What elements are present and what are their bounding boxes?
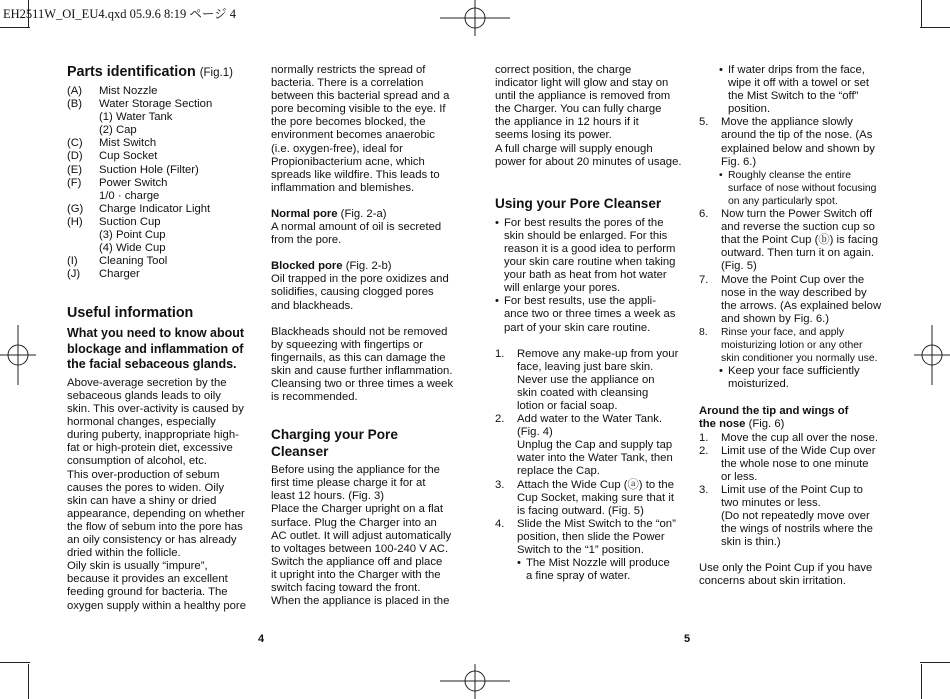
parts-item xyxy=(67,216,257,229)
step-6 xyxy=(699,208,889,273)
crop-mark xyxy=(920,662,950,663)
text-line: skin coated with cleansing xyxy=(517,386,649,399)
text-line: (i.e. oxygen-free), ideal for xyxy=(271,142,403,155)
text-line: skin is thin.) xyxy=(721,536,781,549)
text-line: Blackheads should not be removed xyxy=(271,325,448,338)
parts-label: Water Storage Section xyxy=(99,98,213,111)
text-line: AC outlet. It will adjust automatically xyxy=(271,529,452,542)
text-line: spreads like wildfire. This leads to xyxy=(271,168,440,181)
charging-paragraph xyxy=(271,464,461,608)
item-number: 3. xyxy=(699,483,709,496)
parts-key: (D) xyxy=(67,150,83,163)
text-line: causes the pores to widen. Oily xyxy=(67,481,224,494)
charging-continued xyxy=(495,64,685,169)
parts-label: Suction Cup xyxy=(99,215,161,228)
text-line: wipe it off with a towel or set xyxy=(728,77,870,90)
water-drip-bullet xyxy=(699,64,889,116)
parts-label: Mist Switch xyxy=(99,137,157,150)
text-line: an oily consistency or has already xyxy=(67,534,237,547)
parts-label: Cup Socket xyxy=(99,150,158,163)
text-line: skin conditioner you normally use. xyxy=(721,353,878,365)
step-7 xyxy=(699,274,889,326)
bullet-icon: • xyxy=(495,216,499,229)
parts-item xyxy=(67,242,257,255)
text-line: Cup Socket, making sure that it xyxy=(517,491,674,504)
text-line: skin. This over-activity is caused by xyxy=(67,403,244,416)
text-line: because it provides an excellent xyxy=(67,573,228,586)
text-line: the facial sebaceous glands. xyxy=(67,357,237,372)
text-line: For best results the pores of the xyxy=(504,216,664,229)
text-line: Cleanser xyxy=(271,444,329,460)
text-line: around the tip of the nose. (As xyxy=(721,129,873,142)
text-line: Place the Charger upright on a flat xyxy=(271,503,444,516)
parts-item xyxy=(67,190,257,203)
text-line: nose in the way described by xyxy=(721,286,867,299)
column-4 xyxy=(699,64,889,589)
text-line: What you need to know about xyxy=(67,326,245,341)
step-5 xyxy=(699,116,889,168)
text-line: solidifies, causing clogged pores xyxy=(271,286,434,299)
bullet-body xyxy=(728,64,869,116)
text-line: that the Point Cup (ⓑ) is facing xyxy=(721,234,878,247)
text-line: bacteria. There is a correlation xyxy=(271,77,424,90)
text-line: Move the Point Cup over the xyxy=(721,273,865,286)
crop-mark xyxy=(0,27,30,28)
bullet-item xyxy=(719,64,889,116)
parts-key xyxy=(67,229,99,242)
text-line: Above-average secretion by the xyxy=(67,376,227,389)
numbered-item xyxy=(699,445,889,484)
crop-mark xyxy=(920,27,950,28)
around-nose-heading: Around the tip and wings of the nose (Fig. 6) xyxy=(699,405,849,431)
text-line: to voltages between 100-240 V AC. xyxy=(271,542,449,555)
parts-heading: Parts identification (Fig.1) xyxy=(67,64,233,80)
text-line: Add water to the Water Tank. xyxy=(517,413,663,426)
text-line: Now turn the Power Switch off xyxy=(721,208,873,221)
step-8 xyxy=(699,326,889,365)
item-body xyxy=(721,208,878,273)
text-line: This over-production of sebum xyxy=(67,468,220,481)
item-number: 7. xyxy=(699,273,709,286)
parts-label: 1/0 · charge xyxy=(99,189,160,202)
text-line: Slide the Mist Switch to the “on” xyxy=(517,517,676,530)
text-line: When the appliance is placed in the xyxy=(271,595,450,608)
text-line: by squeezing with fingertips or xyxy=(271,338,423,351)
text-line: Switch the appliance off and place xyxy=(271,555,443,568)
text-line: Use only the Point Cup if you have xyxy=(699,562,873,575)
text-line: and blackheads. xyxy=(271,299,354,312)
text-line: Limit use of the Wide Cup over xyxy=(721,444,876,457)
text-line: correct position, the charge xyxy=(495,64,632,76)
bullet-icon: • xyxy=(719,169,723,181)
parts-label: (1) Water Tank xyxy=(99,111,173,124)
numbered-item xyxy=(699,116,889,168)
text-line: lotion or facial soap. xyxy=(517,399,618,412)
blocked-pore-text xyxy=(271,273,461,312)
step-8-bullet xyxy=(699,365,889,391)
text-line: Propionibacterium acne, which xyxy=(271,155,425,168)
numbered-item xyxy=(495,348,685,413)
text-line: skin should be enlarged. For this xyxy=(504,229,668,242)
text-line: indicator light will glow and stay on xyxy=(495,77,669,90)
blocked-pore-heading: Blocked pore (Fig. 2-b) xyxy=(271,260,392,273)
text-line: skin and cause further inflammation. xyxy=(271,364,453,377)
parts-label: Cleaning Tool xyxy=(99,255,168,268)
parts-list xyxy=(67,85,257,281)
text-line: ance two or three times a week as xyxy=(504,308,676,321)
text-line: (Fig. 5) xyxy=(721,260,757,273)
around-nose-steps xyxy=(699,432,889,550)
text-line: If water drips from the face, xyxy=(728,64,865,76)
numbered-item xyxy=(699,208,889,273)
text-line: between this bacterial spread and a xyxy=(271,90,450,103)
column-1 xyxy=(67,64,257,613)
parts-label: (4) Wide Cup xyxy=(99,242,166,255)
page-number-left: 4 xyxy=(258,633,265,645)
text-line: consumption of alcohol, etc. xyxy=(67,455,208,468)
text-line: surface. Plug the Charger into an xyxy=(271,516,437,529)
text-line: Move the cup all over the nose. xyxy=(721,431,878,444)
text-line: least 12 hours. (Fig. 3) xyxy=(271,490,385,503)
parts-label: (2) Cap xyxy=(99,124,137,137)
text-line: a fine spray of water. xyxy=(526,570,631,583)
step-4-bullet xyxy=(495,557,685,583)
text-line: Limit use of the Point Cup to xyxy=(721,483,863,496)
text-line: Rinse your face, and apply xyxy=(721,326,845,338)
text-line: explained below and shown by xyxy=(721,142,875,155)
item-number: 5. xyxy=(699,116,709,129)
text-line: it upright into the Charger with the xyxy=(271,568,441,581)
parts-item xyxy=(67,255,257,268)
text-line: Keep your face sufficiently xyxy=(728,365,860,378)
parts-item xyxy=(67,203,257,216)
parts-item xyxy=(67,124,257,137)
text-line: on any particularly spot. xyxy=(728,195,838,207)
bullet-body xyxy=(526,557,670,583)
text-line: fat or high-protein diet, excessive xyxy=(67,442,233,455)
bacteria-paragraph xyxy=(271,64,461,195)
parts-item xyxy=(67,98,257,111)
numbered-item xyxy=(495,479,685,518)
text-line: fingernails, as this can damage the xyxy=(271,351,446,364)
parts-item xyxy=(67,85,257,98)
bullet-item xyxy=(495,217,685,296)
text-line: reason it is a good idea to perform xyxy=(504,242,676,255)
numbered-item xyxy=(699,432,889,445)
parts-key: (F) xyxy=(67,176,82,189)
text-line: replace the Cap. xyxy=(517,465,600,478)
item-number: 6. xyxy=(699,208,709,221)
text-line: position. xyxy=(728,103,771,116)
text-line: the pore becomes blocked, the xyxy=(271,116,426,129)
text-line: power for about 20 minutes of usage. xyxy=(495,155,682,168)
text-line: moisturizing lotion or any other xyxy=(721,339,863,351)
text-line: Never use the appliance on xyxy=(517,373,655,386)
parts-label: (3) Point Cup xyxy=(99,229,166,242)
parts-key: (J) xyxy=(67,268,81,281)
registration-mark-right xyxy=(914,325,950,385)
item-body xyxy=(721,326,878,365)
text-line: pore becoming visible to the eye. If xyxy=(271,103,446,116)
bullet-item xyxy=(719,365,889,391)
item-body xyxy=(517,518,676,557)
numbered-item xyxy=(699,326,889,365)
text-line: concerns about skin irritation. xyxy=(699,575,846,588)
text-line: oxygen supply within a healthy pore xyxy=(67,599,246,612)
text-line: is facing outward. (Fig. 5) xyxy=(517,504,644,517)
text-line: position, then slide the Power xyxy=(517,530,665,543)
parts-key: (I) xyxy=(67,255,78,268)
item-body xyxy=(721,445,875,484)
text-line: the appliance in 12 hours if it xyxy=(495,116,639,129)
item-body xyxy=(517,348,678,413)
text-line: the arrows. (As explained below xyxy=(721,299,882,312)
text-line: skin can have a shiny or dried xyxy=(67,494,217,507)
bullet-body xyxy=(504,295,675,334)
text-line: Unplug the Cap and supply tap xyxy=(517,439,673,452)
text-line: first time please charge it for at xyxy=(271,477,426,490)
normal-pore-heading: Normal pore (Fig. 2-a) xyxy=(271,207,387,220)
parts-item xyxy=(67,137,257,150)
text-line: inflammation and blemishes. xyxy=(271,181,415,194)
bullet-icon: • xyxy=(495,295,499,308)
text-line: the flow of sebum into the pore has xyxy=(67,520,243,533)
blackheads-paragraph xyxy=(271,326,461,405)
text-line: A full charge will supply enough xyxy=(495,142,653,155)
text-line: Oil trapped in the pore oxidizes and xyxy=(271,273,449,286)
text-line: appearance, depending on whether xyxy=(67,507,245,520)
text-line: until the appliance is removed from xyxy=(495,90,671,103)
parts-item xyxy=(67,164,257,177)
using-heading: Using your Pore Cleanser xyxy=(495,195,662,211)
registration-mark-left xyxy=(0,325,36,385)
bullet-body xyxy=(504,217,675,296)
text-line: seems losing its power. xyxy=(495,129,612,142)
text-line: and shown by Fig. 6.) xyxy=(721,312,830,325)
parts-item xyxy=(67,111,257,124)
bullet-body xyxy=(728,365,860,391)
parts-key: (A) xyxy=(67,85,83,97)
text-line: surface of nose without focusing xyxy=(728,182,877,194)
text-line: Remove any make-up from your xyxy=(517,347,679,360)
text-line: Before using the appliance for the xyxy=(271,464,440,477)
text-line: or less. xyxy=(721,470,758,483)
column-3 xyxy=(495,64,685,583)
text-line: normally restricts the spread of xyxy=(271,64,426,76)
numbered-item xyxy=(495,518,685,557)
item-body xyxy=(517,413,673,478)
numbered-item xyxy=(699,484,889,549)
text-line: Attach the Wide Cup (ⓐ) to the xyxy=(517,478,674,491)
bullet-body xyxy=(728,169,876,208)
parts-key xyxy=(67,190,99,203)
text-line: from the pore. xyxy=(271,234,342,247)
parts-key: (E) xyxy=(67,163,83,176)
crop-mark xyxy=(921,0,922,27)
text-line: will enlarge your pores. xyxy=(504,282,621,295)
text-line: face, leaving just bare skin. xyxy=(517,360,654,373)
parts-key: (G) xyxy=(67,202,84,215)
parts-key xyxy=(67,111,99,124)
step-5-bullet xyxy=(699,169,889,208)
text-line: A normal amount of oil is secreted xyxy=(271,221,442,234)
text-line: The Mist Nozzle will produce xyxy=(526,557,670,570)
bullet-item xyxy=(517,557,685,583)
parts-key: (B) xyxy=(67,98,83,111)
parts-item xyxy=(67,229,257,242)
text-line: water into the Water Tank, then xyxy=(517,452,673,465)
crop-mark xyxy=(28,664,29,699)
text-line: the Mist Switch to the “off” xyxy=(728,90,859,103)
numbered-item xyxy=(699,274,889,326)
item-number: 3. xyxy=(495,478,505,491)
text-line: the Charger. You can fully charge xyxy=(495,103,662,116)
file-header: EH2511W_OI_EU4.qxd 05.9.6 8:19 ページ 4 xyxy=(3,7,236,21)
text-line: (Fig. 4) xyxy=(517,426,553,439)
text-line: during puberty, inappropriate high- xyxy=(67,429,239,442)
parts-key xyxy=(67,124,99,137)
text-line: your bath as heat from hot water xyxy=(504,269,667,282)
parts-label: Power Switch xyxy=(99,176,168,189)
bullet-icon: • xyxy=(719,365,723,378)
text-line: is recommended. xyxy=(271,391,358,404)
parts-key: (C) xyxy=(67,137,83,150)
text-line: (Do not repeatedly move over xyxy=(721,510,870,523)
parts-label: Mist Nozzle xyxy=(99,85,158,97)
item-number: 1. xyxy=(699,431,709,444)
text-line: the wings of nostrils where the xyxy=(721,523,873,536)
item-body xyxy=(517,479,674,518)
text-line: Move the appliance slowly xyxy=(721,116,853,129)
item-body xyxy=(721,274,881,326)
text-line: two minutes or less. xyxy=(721,497,821,509)
parts-key xyxy=(67,242,99,255)
parts-item xyxy=(67,177,257,190)
parts-label: Suction Hole (Filter) xyxy=(99,163,199,176)
normal-pore-text xyxy=(271,221,461,247)
charging-heading xyxy=(271,426,461,460)
text-line: your skin care routine when taking xyxy=(504,256,676,269)
item-number: 8. xyxy=(699,326,708,338)
parts-item xyxy=(67,268,257,281)
item-number: 2. xyxy=(495,413,505,426)
text-line: the whole nose to one minute xyxy=(721,457,869,470)
text-line: blockage and inflammation of xyxy=(67,341,244,356)
bullet-item xyxy=(495,295,685,334)
useful-heading: Useful information xyxy=(67,305,194,322)
column-2 xyxy=(271,64,461,608)
text-line: dried within the follicle. xyxy=(67,547,181,560)
item-number: 1. xyxy=(495,347,505,360)
text-line: feeding ground for bacteria. The xyxy=(67,586,228,599)
text-line: switch facing toward the front. xyxy=(271,582,421,594)
crop-mark xyxy=(0,662,30,663)
bullet-icon: • xyxy=(517,557,521,570)
text-line: Switch to the “1” position. xyxy=(517,544,644,556)
text-line: sebaceous glands leads to oily xyxy=(67,390,221,402)
text-line: Fig. 6.) xyxy=(721,155,757,168)
text-line: moisturized. xyxy=(728,378,789,391)
bullet-icon: • xyxy=(719,64,723,76)
registration-mark-top xyxy=(440,0,510,36)
item-body xyxy=(721,484,873,549)
text-line: Oily skin is usually “impure”, xyxy=(67,560,208,573)
text-line: and reverse the suction cup so xyxy=(721,221,875,234)
using-steps xyxy=(495,348,685,584)
parts-label: Charge Indicator Light xyxy=(99,202,211,215)
text-line: environment becomes anaerobic xyxy=(271,129,435,142)
bullet-item xyxy=(719,169,889,208)
text-line: hormonal changes, especially xyxy=(67,416,216,429)
closing-paragraph xyxy=(699,562,889,588)
numbered-item xyxy=(495,413,685,478)
page-number-right: 5 xyxy=(684,633,691,645)
item-number: 4. xyxy=(495,517,505,530)
parts-item xyxy=(67,150,257,163)
item-body xyxy=(721,116,875,168)
useful-subtitle xyxy=(67,326,257,373)
text-line: Cleansing two or three times a week xyxy=(271,377,454,390)
text-line: part of your skin care routine. xyxy=(504,321,651,334)
item-number: 2. xyxy=(699,444,709,457)
text-line: Charging your Pore xyxy=(271,427,398,443)
using-bullets xyxy=(495,217,685,335)
parts-label: Charger xyxy=(99,268,140,281)
registration-mark-bottom xyxy=(440,664,510,699)
useful-body xyxy=(67,377,257,613)
parts-key: (H) xyxy=(67,215,83,228)
crop-mark xyxy=(921,664,922,699)
item-body xyxy=(721,432,878,445)
text-line: Roughly cleanse the entire xyxy=(728,169,852,181)
text-line: For best results, use the appli- xyxy=(504,295,656,308)
text-line: outward. Then turn it on again. xyxy=(721,247,875,260)
